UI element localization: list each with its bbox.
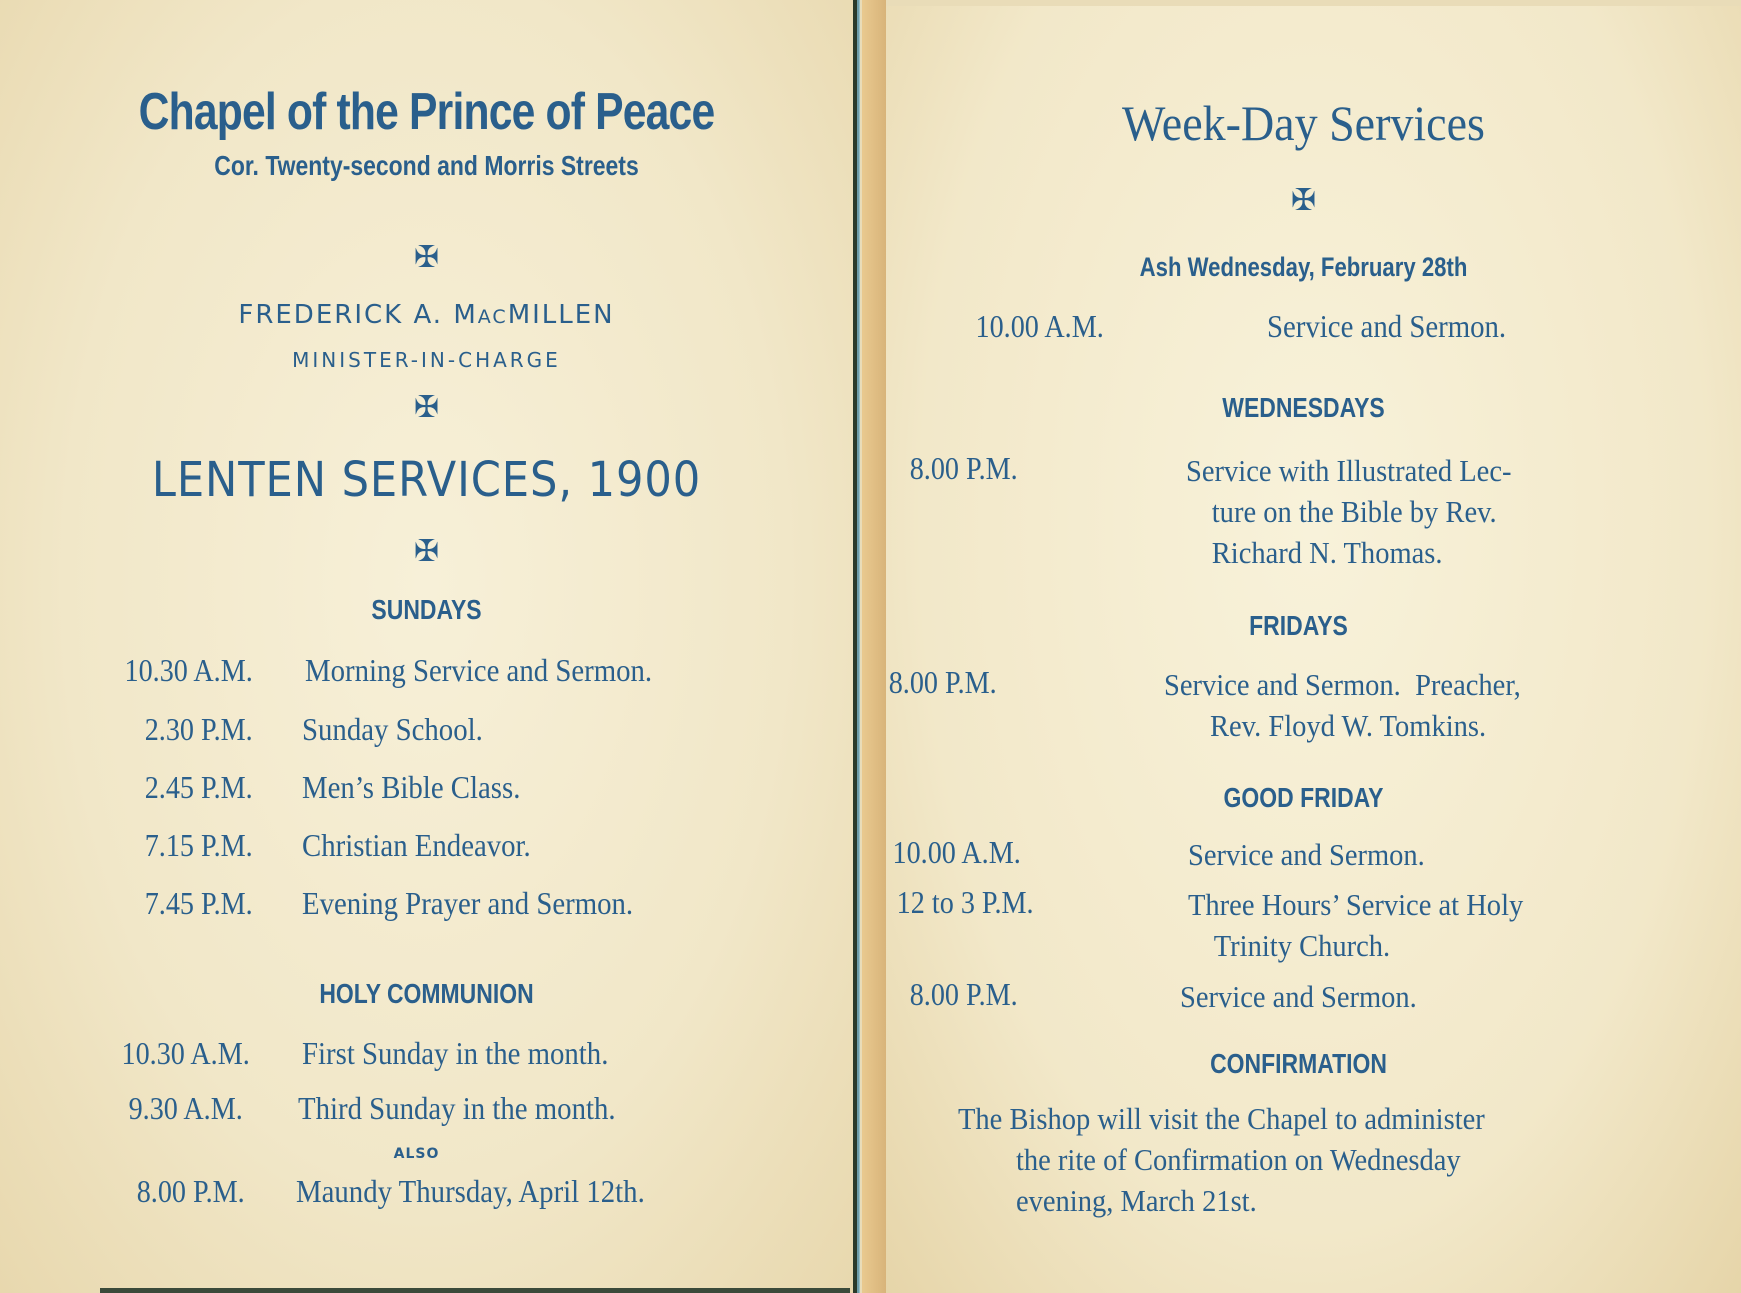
minister-role: MINISTER-IN-CHARGE: [292, 348, 561, 372]
service-description: Evening Prayer and Sermon.: [302, 885, 634, 921]
chapel-title: Chapel of the Prince of Peace: [138, 83, 715, 141]
service-time: 12 to 3 P.M.: [897, 884, 1034, 920]
good-friday-heading: GOOD FRIDAY: [1223, 782, 1384, 813]
cross-icon: ✠: [413, 534, 440, 569]
chapel-address: Cor. Twenty-second and Morris Streets: [214, 150, 639, 181]
description-line: Three Hours’ Service at Holy: [1188, 887, 1524, 922]
service-time: 9.30 A.M.: [128, 1090, 243, 1126]
service-description: Service and Sermon.: [1267, 308, 1507, 344]
service-time: 10.30 A.M.: [124, 652, 253, 688]
service-time: 8.00 P.M.: [889, 664, 997, 700]
description-line: Trinity Church.: [1213, 928, 1391, 963]
minister-name: FREDERICK A. MACMILLEN: [238, 300, 615, 330]
service-time: 8.00 P.M.: [137, 1173, 245, 1209]
service-time: 7.45 P.M.: [145, 885, 253, 921]
service-time: 2.45 P.M.: [145, 769, 253, 805]
service-description: Christian Endeavor.: [302, 827, 531, 863]
description-line: Richard N. Thomas.: [1211, 535, 1443, 570]
service-time: 7.15 P.M.: [145, 827, 253, 863]
service-time: 10.30 A.M.: [121, 1035, 250, 1071]
sundays-heading: SUNDAYS: [371, 594, 482, 625]
service-description: Maundy Thursday, April 12th.: [296, 1173, 645, 1209]
cross-icon: ✠: [413, 240, 440, 275]
description-line: Service and Sermon. Preacher,: [1164, 667, 1521, 702]
lenten-services-heading: LENTEN SERVICES, 1900: [151, 452, 702, 508]
service-time: 10.00 A.M.: [975, 308, 1104, 344]
service-description: [1188, 884, 1523, 966]
description-line: evening, March 21st.: [1015, 1183, 1257, 1218]
confirmation-heading: CONFIRMATION: [1210, 1048, 1387, 1079]
service-description: [1180, 976, 1417, 1017]
ash-wednesday-heading: Ash Wednesday, February 28th: [1139, 252, 1468, 282]
cross-icon: ✠: [413, 390, 440, 425]
description-line: ture on the Bible by Rev.: [1211, 494, 1497, 529]
description-line: Rev. Floyd W. Tomkins.: [1210, 708, 1487, 743]
page-bottom-edge: [100, 1288, 850, 1293]
service-description: Third Sunday in the month.: [298, 1090, 616, 1126]
confirmation-text: [958, 1098, 1485, 1221]
service-description: Sunday School.: [302, 711, 483, 747]
service-description: Morning Service and Sermon.: [305, 652, 653, 688]
week-day-services-title: Week-Day Services: [1122, 95, 1485, 151]
service-description: [1164, 664, 1521, 746]
service-time: 2.30 P.M.: [145, 711, 253, 747]
description-line: Service and Sermon.: [1188, 837, 1425, 872]
holy-communion-heading: HOLY COMMUNION: [319, 978, 534, 1009]
service-time: 10.00 A.M.: [892, 834, 1021, 870]
description-line: Service and Sermon.: [1180, 979, 1417, 1014]
left-page: [0, 0, 853, 1293]
spine-edge: [857, 0, 860, 1293]
service-description: [1188, 834, 1425, 875]
service-description: Men’s Bible Class.: [302, 769, 521, 805]
service-time: 8.00 P.M.: [910, 450, 1018, 486]
also-label: ALSO: [393, 1146, 440, 1162]
description-line: Service with Illustrated Lec-: [1186, 453, 1512, 488]
cross-icon: ✠: [1290, 183, 1317, 218]
description-line: The Bishop will visit the Chapel to administer: [958, 1101, 1485, 1136]
description-line: the rite of Confirmation on Wednesday: [1015, 1142, 1461, 1177]
service-time: 8.00 P.M.: [910, 976, 1018, 1012]
right-page: [886, 6, 1741, 1293]
fridays-heading: FRIDAYS: [1249, 610, 1348, 641]
service-description: [1186, 450, 1511, 573]
wednesdays-heading: WEDNESDAYS: [1222, 392, 1385, 423]
service-description: First Sunday in the month.: [302, 1035, 609, 1071]
